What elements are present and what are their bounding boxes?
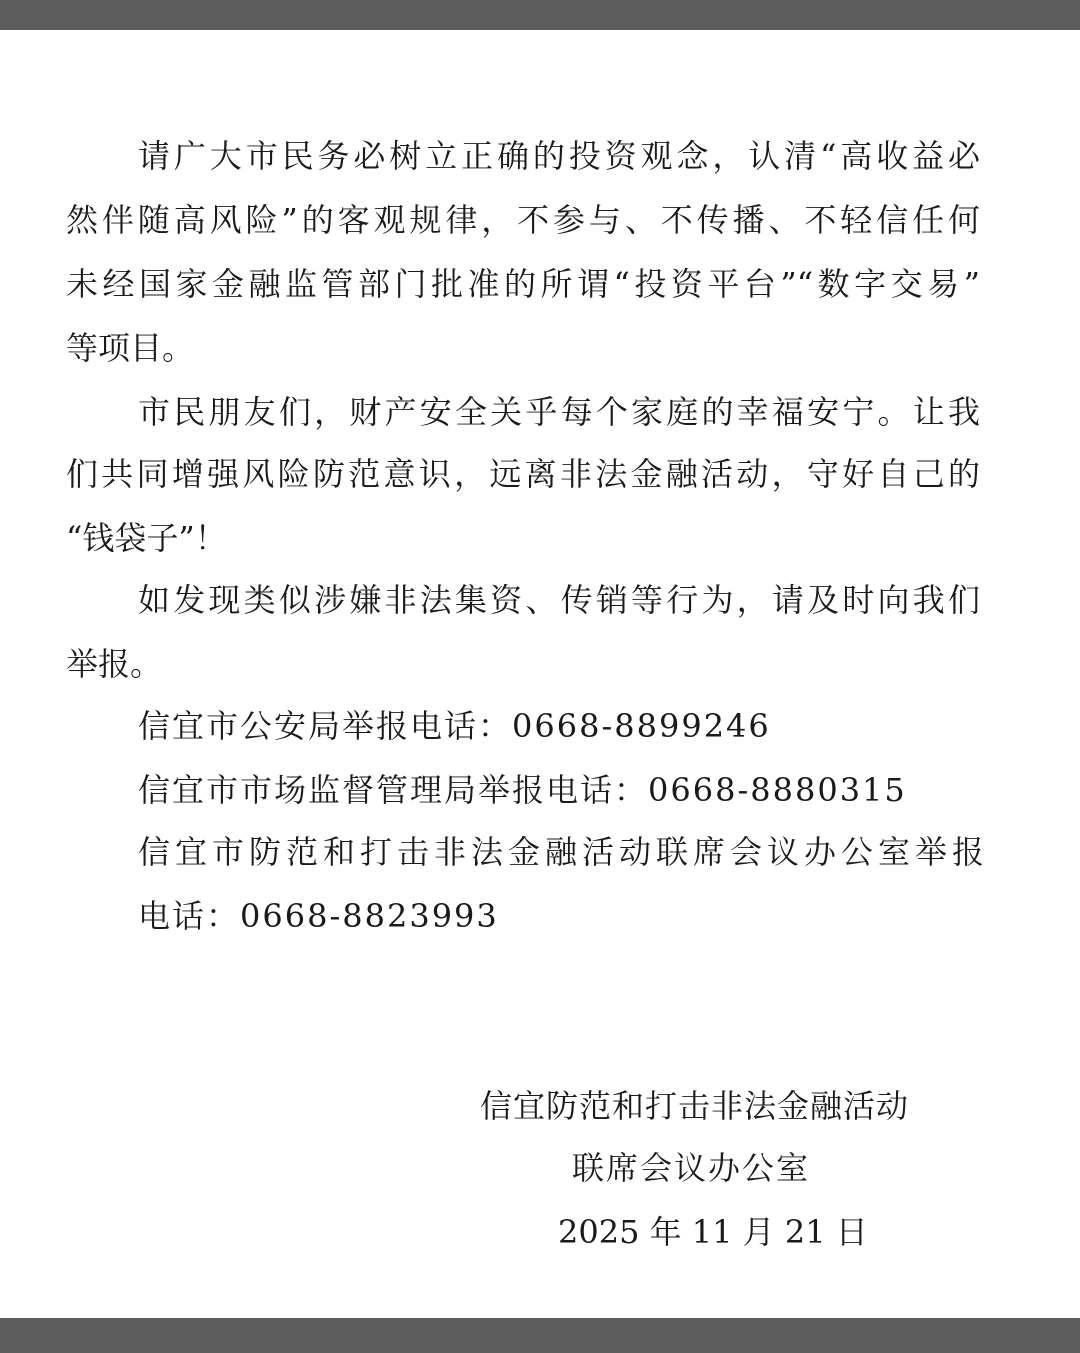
paragraph-2-line-1: 市民朋友们，财产安全关乎每个家庭的幸福安宁。让我 xyxy=(138,393,980,431)
paragraph-3-line-1: 如发现类似涉嫌非法集资、传销等行为，请及时向我们 xyxy=(138,581,980,619)
paragraph-2-line-3: “钱袋子”！ xyxy=(66,519,227,557)
paragraph-1-line-1: 请广大市民务必树立正确的投资观念，认清“高收益必 xyxy=(138,137,980,175)
signature-org-line-1: 信宜防范和打击非法金融活动 xyxy=(480,1087,910,1125)
hotline-police: 信宜市公安局举报电话：0668-8899246 xyxy=(138,707,771,745)
document-page xyxy=(0,30,1080,1318)
paragraph-1-line-3: 未经国家金融监管部门批准的所谓“投资平台”“数字交易” xyxy=(66,265,980,303)
paragraph-1-line-2: 然伴随高风险”的客观规律，不参与、不传播、不轻信任何 xyxy=(66,201,980,239)
top-frame-bar xyxy=(0,0,1080,30)
signature-org-line-2: 联席会议办公室 xyxy=(572,1149,811,1187)
paragraph-3-line-2: 举报。 xyxy=(66,645,163,683)
hotline-market-supervision: 信宜市市场监督管理局举报电话：0668-8880315 xyxy=(138,771,907,809)
hotline-joint-office-number: 电话：0668-8823993 xyxy=(138,897,499,935)
bottom-frame-bar xyxy=(0,1318,1080,1353)
signature-date: 2025 年 11 月 21 日 xyxy=(558,1213,868,1251)
paragraph-1-line-4: 等项目。 xyxy=(66,329,195,367)
hotline-joint-office: 信宜市防范和打击非法金融活动联席会议办公室举报 xyxy=(138,833,984,871)
paragraph-2-line-2: 们共同增强风险防范意识，远离非法金融活动，守好自己的 xyxy=(66,455,980,493)
